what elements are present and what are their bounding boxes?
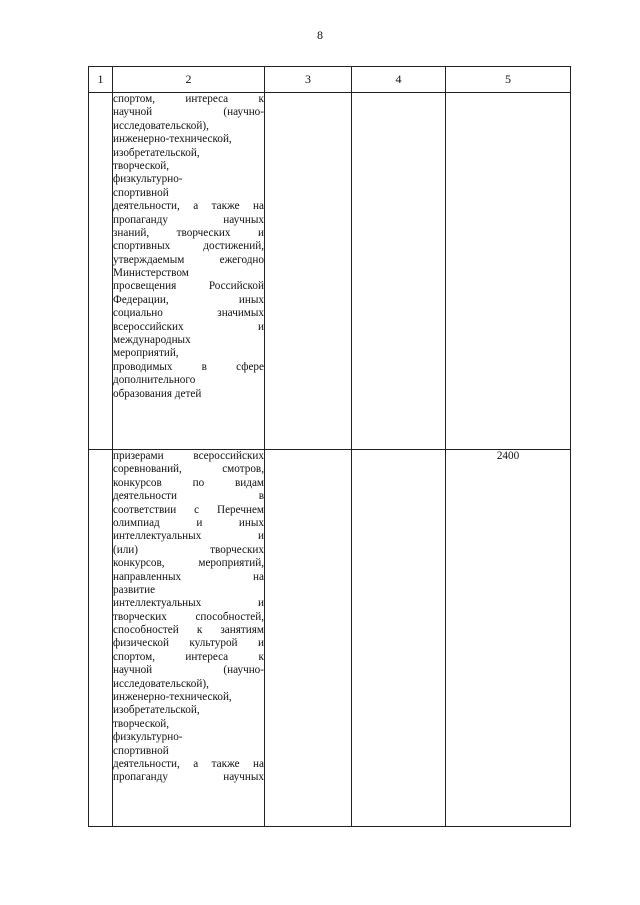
text-line: олимпиад и иных: [113, 516, 264, 529]
row1-col5: [446, 93, 571, 450]
text-line: знаний, творческих и: [113, 226, 264, 239]
text-line: интеллектуальных и: [113, 530, 264, 543]
text-line: деятельности, а также на: [113, 757, 264, 770]
text-line: пропаганду научных: [113, 213, 264, 226]
text-line: конкурсов, мероприятий,: [113, 557, 264, 570]
text-line: исследовательской),: [113, 677, 209, 690]
text-line: научной (научно-: [113, 664, 264, 677]
row1-col1: [89, 93, 113, 450]
header-cell-4: 4: [352, 67, 446, 93]
table-row: [89, 93, 571, 450]
text-line: пропаганду научных: [113, 771, 264, 784]
text-line: физкультурно-: [113, 731, 183, 744]
text-line: спортом, интереса к: [113, 93, 264, 105]
row2-amount: 2400: [446, 450, 571, 827]
page-number: 8: [317, 28, 323, 42]
header-cell-2: 2: [113, 67, 265, 93]
text-line: творческой,: [113, 159, 170, 172]
text-line: Федерации, иных: [113, 293, 264, 306]
header-cell-1: 1: [89, 67, 113, 93]
text-line: инженерно-технической,: [113, 691, 232, 704]
text-line: изобретательской,: [113, 146, 200, 159]
text-line: всероссийских и: [113, 320, 264, 333]
text-line: направленных на: [113, 570, 264, 583]
text-line: утверждаемым ежегодно: [113, 253, 264, 266]
row2-col4: [352, 450, 446, 827]
text-line: спортивных достижений,: [113, 240, 264, 253]
text-line: изобретательской,: [113, 704, 200, 717]
text-line: Министерством: [113, 267, 189, 280]
text-line: образования детей: [113, 387, 202, 400]
text-line: просвещения Российской: [113, 280, 264, 293]
text-line: физкультурно-: [113, 173, 183, 186]
table-header-row: [89, 67, 571, 93]
text-line: соревнований, смотров,: [113, 463, 264, 476]
text-line: научной (научно-: [113, 106, 264, 119]
row2-description: [113, 450, 265, 827]
text-line: спортивной: [113, 186, 169, 199]
text-line: мероприятий,: [113, 347, 179, 360]
text-line: (или) творческих: [113, 543, 264, 556]
table-row: [89, 450, 571, 827]
text-line: международных: [113, 334, 191, 347]
row2-col1: [89, 450, 113, 827]
text-line: спортом, интереса к: [113, 650, 264, 663]
text-line: интеллектуальных и: [113, 597, 264, 610]
text-line: проводимых в сфере: [113, 360, 264, 373]
text-line: способностей к занятиям: [113, 624, 264, 637]
text-line: исследовательской),: [113, 119, 209, 132]
row1-col4: [352, 93, 446, 450]
text-line: соответствии с Перечнем: [113, 503, 264, 516]
text-line: дополнительного: [113, 374, 196, 387]
text-line: инженерно-технической,: [113, 133, 232, 146]
text-line: призерами всероссийских: [113, 450, 264, 462]
text-line: спортивной: [113, 744, 169, 757]
row2-col3: [265, 450, 352, 827]
header-cell-3: 3: [265, 67, 352, 93]
header-cell-5: 5: [446, 67, 571, 93]
document-table: [88, 66, 571, 827]
text-line: социально значимых: [113, 307, 264, 320]
row1-description: [113, 93, 265, 450]
row1-col3: [265, 93, 352, 450]
text-line: деятельности, а также на: [113, 200, 264, 213]
text-line: развитие: [113, 583, 156, 596]
text-line: творческой,: [113, 717, 170, 730]
text-line: физической культурой и: [113, 637, 264, 650]
text-line: творческих способностей,: [113, 610, 264, 623]
text-line: конкурсов по видам: [113, 476, 264, 489]
text-line: деятельности в: [113, 490, 264, 503]
